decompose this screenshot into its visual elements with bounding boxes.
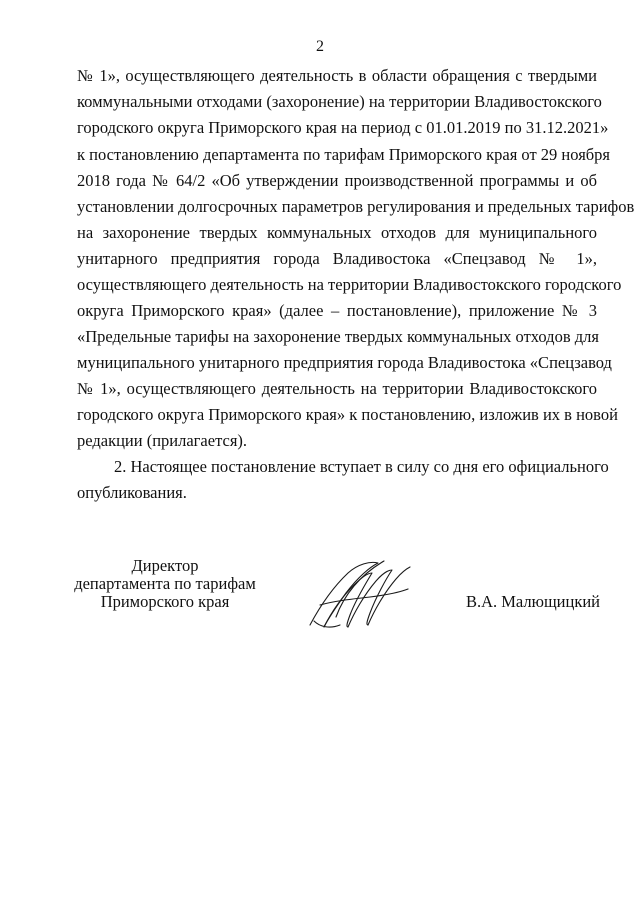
signer-title-line: департамента по тарифам bbox=[74, 574, 256, 593]
signer-title-line: Приморского края bbox=[100, 592, 230, 611]
text-line: на захоронение твердых коммунальных отходов для муниципального bbox=[77, 223, 597, 242]
text-line: 2. Настоящее постановление вступает в силу со дня его официального bbox=[114, 457, 609, 476]
text-line: опубликования. bbox=[77, 483, 187, 502]
text-line: городского округа Приморского края» к постановлению, изложив их в новой bbox=[77, 405, 618, 424]
handwritten-signature bbox=[300, 555, 420, 635]
text-line: унитарного предприятия города Владивостока «Спецзавод № 1», bbox=[77, 249, 597, 268]
signer-title-line: Директор bbox=[131, 556, 199, 575]
text-line: 2018 года № 64/2 «Об утверждении производственной программы и об bbox=[77, 171, 597, 190]
text-line: городского округа Приморского края на период с 01.01.2019 по 31.12.2021» bbox=[77, 118, 609, 137]
text-line: № 1», осуществляющего деятельность в области обращения с твердыми bbox=[77, 66, 597, 85]
text-line: осуществляющего деятельность на территории Владивостокского городского bbox=[77, 275, 622, 294]
text-line: муниципального унитарного предприятия города Владивостока «Спецзавод bbox=[77, 353, 612, 372]
page-number: 2 bbox=[316, 38, 324, 55]
text-line: «Предельные тарифы на захоронение твердых коммунальных отходов для bbox=[77, 327, 599, 346]
signer-name: В.А. Малющицкий bbox=[465, 592, 600, 611]
text-line: округа Приморского края» (далее – постановление), приложение № 3 bbox=[77, 301, 597, 320]
text-line: к постановлению департамента по тарифам Приморского края от 29 ноября bbox=[77, 145, 611, 164]
text-line: редакции (прилагается). bbox=[77, 431, 248, 450]
text-line: коммунальными отходами (захоронение) на территории Владивостокского bbox=[77, 92, 602, 111]
text-line: установлении долгосрочных параметров регулирования и предельных тарифов bbox=[77, 197, 635, 216]
text-line: № 1», осуществляющего деятельность на территории Владивостокского bbox=[77, 379, 597, 398]
